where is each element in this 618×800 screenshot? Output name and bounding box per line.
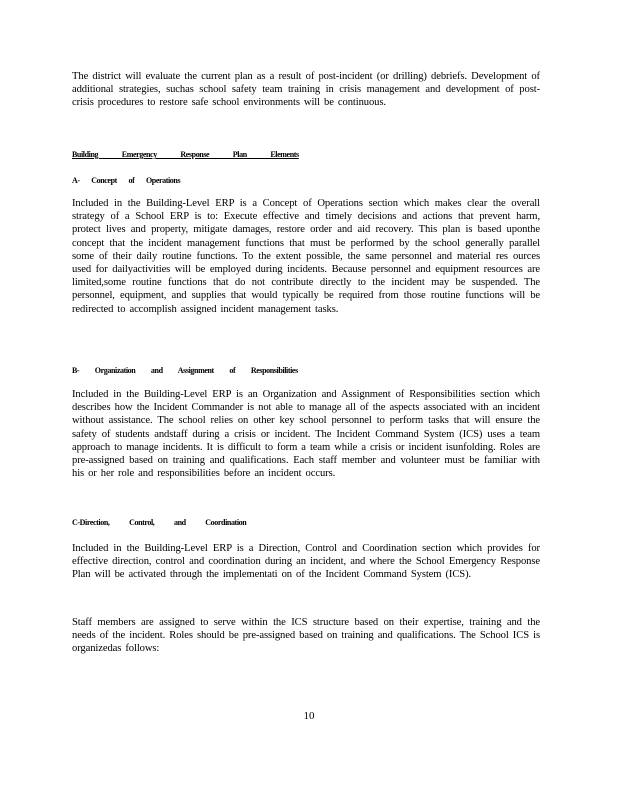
organization-heading: B- Organization and Assignment of Responsibilities xyxy=(72,366,298,375)
concept-of-operations-paragraph: Included in the Building-Level ERP is a Concept of Operations section which makes clear the overall strategy of a School ERP is to: Execute effective and timely decisions and actions that prevent harm, protect lives and property, mitigate damages, restore order and aid recovery. This plan is based uponthe concept that the incident management functions that must be performed by the school generally parallel some of their daily routine functions. To the extent possible, the same personnel and material res ources used for dailyactivities will be employed during incidents. Because personnel and equipment resources are limited,some routine functions that do not contribute directly to the incident may be suspended. The personnel, equipment, and supplies that would typically be required from those routine functions will be redirected to accomplish assigned incident management tasks. xyxy=(72,198,540,315)
concept-of-operations-heading: A- Concept of Operations xyxy=(72,176,181,185)
organization-paragraph: Included in the Building-Level ERP is an Organization and Assignment of Responsibilities section which describes how the Incident Commander is not able to manage all of the aspects associated with an incident without assistance. The school relies on other key school personnel to perform tasks that will ensure the safety of students andstaff during a crisis or incident. The Incident Command System (ICS) uses a team approach to manage incidents. It is difficult to form a team while a crisis or incident isunfolding. Roles are pre-assigned based on training and qualifications. Each staff member and volunteer must be familiar with his or her role and responsibilities before an incident occurs. xyxy=(72,389,540,480)
direction-control-heading: C-Direction, Control, and Coordination xyxy=(72,518,247,527)
page-number: 10 xyxy=(303,710,315,722)
direction-control-paragraph: Included in the Building-Level ERP is a Direction, Control and Coordination section which provides for effective direction, control and coordination during an incident, and where the School Emergency Response Plan will be activated through the implementati on of the Incident Command System (ICS). xyxy=(72,543,540,581)
plan-elements-heading: Building Emergency Response Plan Elements xyxy=(72,150,299,159)
intro-paragraph: The district will evaluate the current plan as a result of post-incident (or drilling) debriefs. Development of additional strategies, suchas school safety team training in crisis management and development of post-crisis procedures to restore safe school environments will be continuous. xyxy=(72,71,540,109)
staff-members-paragraph: Staff members are assigned to serve within the ICS structure based on their expertise, training and the needs of the incident. Roles should be pre-assigned based on training and qualifications. The School ICS is organizedas follows: xyxy=(72,617,540,655)
